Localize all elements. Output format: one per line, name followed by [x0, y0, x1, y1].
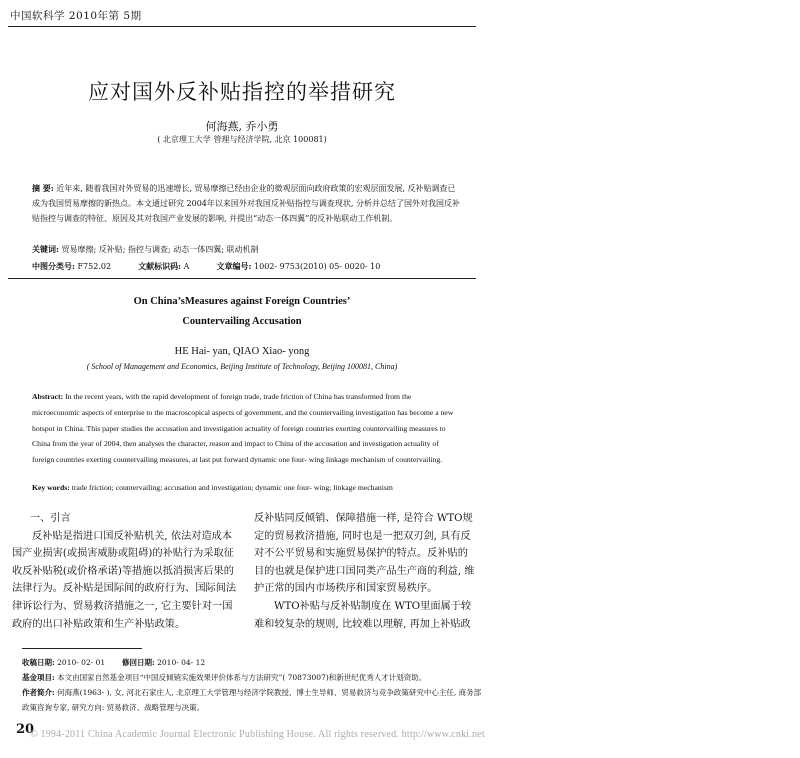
abstract-cn-text: 近年来, 随着我国对外贸易的迅速增长, 贸易摩擦已经由企业的微观层面向政府政策的宏观层面发展, 反补贴调查已成为我国贸易摩擦的新热点。本文通过研究 2004年以来国外对我国反补贴指控与调查现状, 分析并总结了国外对我国反补贴指控与调查的特征、原因及其对我国产业发展的影响, 并提出“动态一体四翼”的反补贴联动工作机制。: [32, 184, 460, 223]
footnote-author-bio: [22, 685, 482, 715]
revised-label: 修回日期:: [121, 658, 155, 667]
keywords-cn-text: 贸易摩擦; 反补贴; 指控与调查; 动态一体四翼; 联动机制: [58, 245, 259, 254]
keywords-en: [32, 483, 472, 492]
abstract-en: [32, 389, 460, 468]
abstract-cn: [32, 181, 460, 226]
abstract-cn-label: 摘 要:: [32, 183, 54, 193]
body-paragraph: 反补贴同反倾销、保障措施一样, 是符合 WTO规定的贸易救济措施, 同时也是一把双刃剑, 具有反对不公平贸易和实施贸易保护的特点。反补贴的目的也就是保护进口国同类产品生产商的利益, 维护正常的国内市场秩序和国家贸易秩序。: [254, 513, 475, 595]
doc-code-value: A: [181, 262, 190, 271]
author-bio-label: 作者简介:: [22, 688, 55, 697]
received-date: 2010- 02- 01: [54, 658, 106, 667]
footnote-fund: [22, 670, 482, 685]
english-affiliation: ( School of Management and Economics, Beijing Institute of Technology, Beijing 100081, China): [86, 362, 398, 371]
footnote-rule: [22, 648, 142, 649]
abstract-en-text: In the recent years, with the rapid development of foreign trade, trade friction of China has transformed from the microeconomic aspects of enterprise to the macroscopical aspects of government, and the countervailing investigation has become a new hotspot in China. This paper studies the accusation and investigation actuality of foreign countries exerting countervailing measures to China from the year of 2004, then analyses the character, reason and impact to China of the accusation and investigation actuality of foreign countries exerting countervailing measures, at last put forward dynamic one four- wing linkage mechanism of countervailing.: [32, 392, 454, 465]
english-authors: HE Hai- yan, QIAO Xiao- yong: [174, 346, 310, 357]
abstract-rule: [8, 278, 476, 279]
footnotes: [22, 655, 482, 715]
affiliation: ( 北京理工大学 管理与经济学院, 北京 100081): [157, 135, 327, 144]
english-title-line1: On China’sMeasures against Foreign Countries’: [133, 296, 351, 307]
keywords-cn-label: 关键词:: [32, 244, 59, 254]
revised-date: 2010- 04- 12: [154, 658, 206, 667]
journal-header: 中国软科学 2010年第 5期: [10, 10, 142, 22]
keywords-en-label: Key words:: [32, 483, 70, 492]
clc-label: 中图分类号:: [32, 261, 75, 271]
footnote-dates: [22, 655, 482, 670]
received-label: 收稿日期:: [22, 658, 55, 667]
section-heading: 一、引言: [30, 513, 71, 524]
body-right-column: [254, 510, 476, 633]
abstract-en-label: Abstract:: [32, 392, 64, 401]
author-bio-text: 何海燕(1963- ), 女, 河北石家庄人, 北京理工大学管理与经济学院教授、博士生导师、贸易救济与竞争政策研究中心主任, 商务部政策咨询专家, 研究方向: 贸易救济、战略管理与决策。: [22, 688, 482, 712]
english-title-line2: Countervailing Accusation: [182, 316, 302, 327]
authors: 何海燕, 乔小勇: [205, 120, 279, 133]
clc-value: F752.02: [74, 262, 112, 271]
body-paragraph: 反补贴是指进口国反补贴机关, 依法对造成本国产业损害(或损害威胁或阻碍)的补贴行为采取征收反补贴税(或价格承诺)等措施以抵消损害后果的法律行为。反补贴是国际间的政府行为、国际间法律诉讼行为、贸易救济措施之一, 它主要针对一国政府的出口补贴政策和生产补贴政策。: [12, 530, 237, 630]
paper-title: 应对国外反补贴指控的举措研究: [88, 80, 396, 104]
page-number: 20: [16, 722, 35, 737]
article-id-value: 1002- 9753(2010) 05- 0020- 10: [251, 262, 381, 271]
article-id-label: 文章编号:: [216, 261, 252, 271]
copyright-watermark: © 1994-2011 China Academic Journal Electronic Publishing House. All rights reserved. http://www.cnki.net: [30, 729, 485, 740]
fund-text: 本文由国家自然基金项目“中国反倾销实施效果评价体系与方法研究”( 70873007)和新世纪优秀人才计划资助。: [54, 673, 427, 682]
header-rule: [8, 26, 476, 27]
body-paragraph: WTO补贴与反补贴制度在 WTO里面属于较难和较复杂的规则, 比较难以理解, 再加上补贴政: [254, 600, 472, 630]
body-left-column: [12, 510, 238, 633]
fund-label: 基金项目:: [22, 673, 55, 682]
keywords-en-text: trade friction; countervailing; accusation and investigation; dynamic one four- wing; linkage mechanism: [69, 483, 393, 492]
classification-line: [32, 261, 472, 272]
keywords-cn: [32, 244, 472, 255]
doc-code-label: 文献标识码:: [138, 261, 182, 271]
